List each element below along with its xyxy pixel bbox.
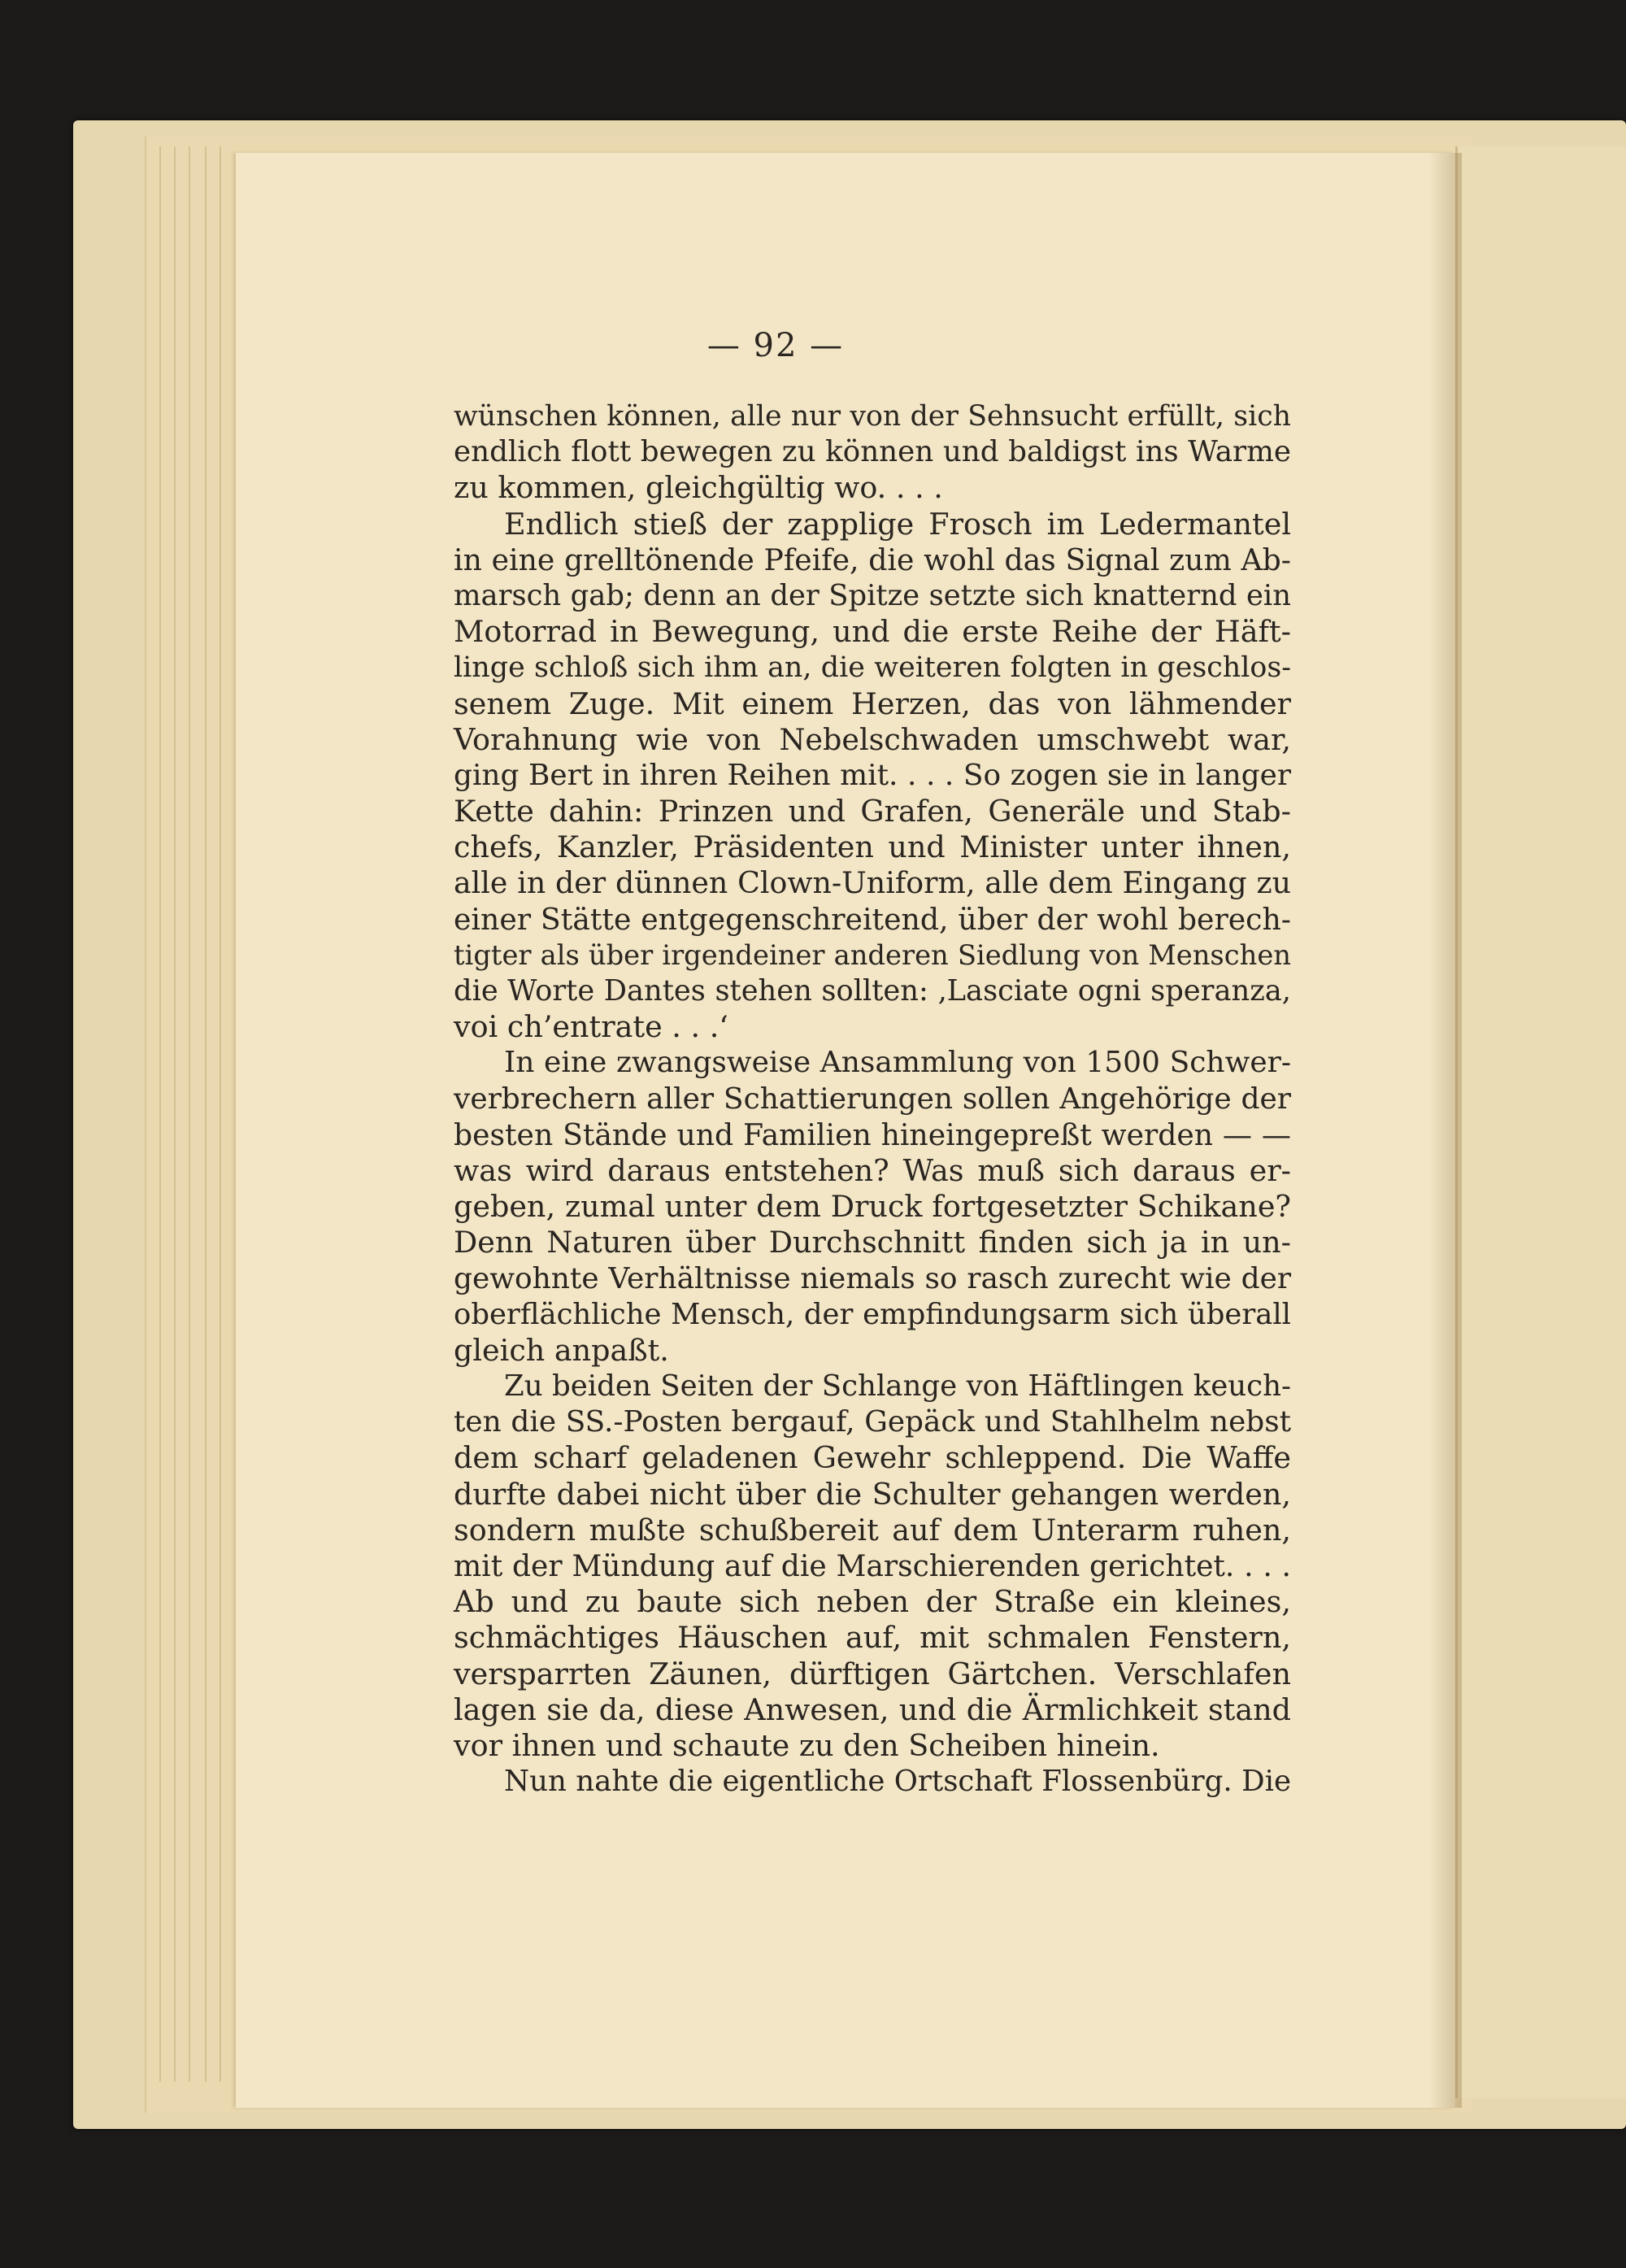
text-line: oberflächliche Mensch, der empfindungsarm sich überall	[454, 1297, 1291, 1331]
text-line: Denn Naturen über Durchschnitt finden sich ja in un-	[454, 1225, 1291, 1260]
text-line: Zu beiden Seiten der Schlange von Häftlingen keuch-	[504, 1369, 1291, 1404]
text-line: In eine zwangsweise Ansammlung von 1500 Schwer-	[504, 1046, 1291, 1080]
text-line: endlich flott bewegen zu können und baldigst ins Warme	[454, 435, 1291, 469]
text-line: geben, zumal unter dem Druck fortgesetzter Schikane?	[454, 1189, 1291, 1225]
text-line: sondern mußte schußbereit auf dem Unterarm ruhen,	[454, 1512, 1291, 1548]
text-line: durfte dabei nicht über die Schulter gehangen werden,	[454, 1476, 1291, 1512]
body-text	[454, 398, 1291, 1800]
text-line: die Worte Dantes stehen sollten: ‚Lasciate ogni speranza,	[454, 974, 1291, 1008]
text-line: marsch gab; denn an der Spitze setzte sich knatternd ein	[454, 578, 1291, 612]
text-line: alle in der dünnen Clown-Uniform, alle dem Eingang zu	[454, 865, 1291, 901]
text-line: mit der Mündung auf die Marschierenden gerichtet. . . .	[454, 1549, 1291, 1583]
text-line: ging Bert in ihren Reihen mit. . . . So zogen sie in langer	[454, 758, 1291, 792]
text-line: senem Zuge. Mit einem Herzen, das von lähmender	[454, 686, 1291, 721]
text-line: was wird daraus entstehen? Was muß sich daraus er-	[454, 1152, 1291, 1188]
page-number-text: — 92 —	[706, 327, 845, 364]
text-line: chefs, Kanzler, Präsidenten und Minister unter ihnen,	[454, 829, 1291, 865]
text-line: gleich anpaßt.	[454, 1332, 669, 1368]
page-edge-line	[174, 146, 176, 2082]
text-line: vor ihnen und schaute zu den Scheiben hinein.	[454, 1727, 1160, 1763]
page-edge-line	[205, 146, 207, 2082]
text-line: Ab und zu baute sich neben der Straße ein kleines,	[454, 1584, 1291, 1620]
text-line: in eine grelltönende Pfeife, die wohl das Signal zum Ab-	[454, 542, 1291, 577]
text-line: Endlich stieß der zapplige Frosch im Ledermantel	[504, 506, 1291, 542]
page-edge-line	[159, 146, 161, 2082]
text-line: dem scharf geladenen Gewehr schleppend. Die Waffe	[454, 1440, 1291, 1476]
text-line: schmächtiges Häuschen auf, mit schmalen Fenstern,	[454, 1620, 1291, 1656]
text-line: einer Stätte entgegenschreitend, über der wohl berech-	[454, 901, 1291, 937]
text-line: verbrechern aller Schattierungen sollen Angehörige der	[454, 1082, 1291, 1116]
next-page-edge	[1455, 146, 1626, 2098]
text-line: ten die SS.-Posten bergauf, Gepäck und Stahlhelm nebst	[454, 1405, 1291, 1439]
text-line: Vorahnung wie von Nebelschwaden umschwebt war,	[454, 721, 1291, 757]
text-line: tigter als über irgendeiner anderen Siedlung von Menschen	[454, 938, 1291, 971]
text-line: voi ch’entrate . . .‘	[454, 1009, 728, 1045]
text-line: gewohnte Verhältnisse niemals so rasch zurecht wie der	[454, 1261, 1291, 1295]
text-line: versparrten Zäunen, dürftigen Gärtchen. Verschlafen	[454, 1656, 1291, 1691]
text-line: lagen sie da, diese Anwesen, und die Ärmlichkeit stand	[454, 1691, 1291, 1727]
page-edge-line	[220, 146, 221, 2082]
page-edge-line	[189, 146, 190, 2082]
page-gutter-shadow	[1429, 153, 1462, 2108]
text-line: zu kommen, gleichgültig wo. . . .	[454, 470, 943, 506]
text-line: Nun nahte die eigentliche Ortschaft Flossenbürg. Die	[504, 1765, 1291, 1799]
page-number	[0, 327, 1626, 364]
text-line: Motorrad in Bewegung, und die erste Reihe der Häft-	[454, 614, 1291, 650]
text-line: Kette dahin: Prinzen und Grafen, Generäle und Stab-	[454, 794, 1291, 829]
text-line: besten Stände und Familien hineingepreßt werden — —	[454, 1117, 1291, 1152]
text-line: wünschen können, alle nur von der Sehnsucht erfüllt, sich	[454, 400, 1291, 433]
text-line: linge schloß sich ihm an, die weiteren folgten in geschlos-	[454, 651, 1291, 685]
